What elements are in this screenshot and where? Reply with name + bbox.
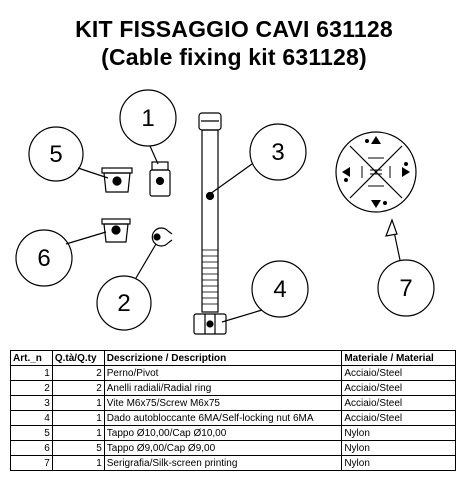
material: Nylon <box>342 426 456 441</box>
callout-4 <box>222 261 308 322</box>
callout-7 <box>378 220 434 316</box>
col-header-material: Materiale / Material <box>342 351 456 366</box>
material: Acciaio/Steel <box>342 411 456 426</box>
table-row <box>11 441 456 456</box>
quantity: 1 <box>52 411 104 426</box>
callout-1-label: 1 <box>141 105 155 132</box>
screw-part <box>199 113 221 312</box>
table-header-row <box>11 351 456 366</box>
table-row <box>11 426 456 441</box>
art-number: 3 <box>11 396 53 411</box>
description: Vite M6x75/Screw M6x75 <box>104 396 342 411</box>
callout-2 <box>97 244 156 330</box>
material: Nylon <box>342 441 456 456</box>
art-number: 6 <box>11 441 53 456</box>
quantity: 1 <box>52 396 104 411</box>
table-row <box>11 456 456 471</box>
art-number: 7 <box>11 456 53 471</box>
callout-5 <box>29 127 108 181</box>
col-header-art: Art._n <box>11 351 53 366</box>
description: Tappo Ø10,00/Cap Ø10,00 <box>104 426 342 441</box>
description: Tappo Ø9,00/Cap Ø9,00 <box>104 441 342 456</box>
callout-6-label: 6 <box>37 245 51 272</box>
material: Acciaio/Steel <box>342 366 456 381</box>
callout-7-label: 7 <box>399 275 413 302</box>
col-header-description: Descrizione / Description <box>104 351 342 366</box>
col-header-qty: Q.tà/Q.ty <box>52 351 104 366</box>
callout-3 <box>210 124 306 194</box>
table-row <box>11 366 456 381</box>
table-row <box>11 411 456 426</box>
art-number: 4 <box>11 411 53 426</box>
callout-5-label: 5 <box>49 141 63 168</box>
material: Nylon <box>342 456 456 471</box>
quantity: 1 <box>52 426 104 441</box>
callout-3-label: 3 <box>271 139 285 166</box>
callout-2-label: 2 <box>117 290 131 317</box>
callout-6 <box>16 230 106 286</box>
table-row <box>11 396 456 411</box>
cap-10-part <box>102 168 132 192</box>
radial-ring-part <box>152 228 172 246</box>
quantity: 5 <box>52 441 104 456</box>
quantity: 2 <box>52 381 104 396</box>
silk-screen-disc-part <box>336 132 416 212</box>
self-locking-nut-part <box>194 314 226 334</box>
kit-title: KIT FISSAGGIO CAVI 631128 <box>75 16 393 42</box>
material: Acciaio/Steel <box>342 381 456 396</box>
callout-1 <box>120 90 176 164</box>
art-number: 1 <box>11 366 53 381</box>
callout-4-label: 4 <box>273 276 287 303</box>
description: Dado autobloccante 6MA/Self-locking nut 6MA <box>104 411 342 426</box>
cap-9-part <box>102 219 130 242</box>
art-number: 2 <box>11 381 53 396</box>
parts-table <box>10 350 456 471</box>
material: Acciaio/Steel <box>342 396 456 411</box>
description: Anelli radiali/Radial ring <box>104 381 342 396</box>
kit-subtitle: (Cable fixing kit 631128) <box>101 44 367 70</box>
table-row <box>11 381 456 396</box>
quantity: 2 <box>52 366 104 381</box>
pivot-part <box>150 162 170 196</box>
quantity: 1 <box>52 456 104 471</box>
description: Perno/Pivot <box>104 366 342 381</box>
art-number: 5 <box>11 426 53 441</box>
description: Serigrafia/Silk-screen printing <box>104 456 342 471</box>
